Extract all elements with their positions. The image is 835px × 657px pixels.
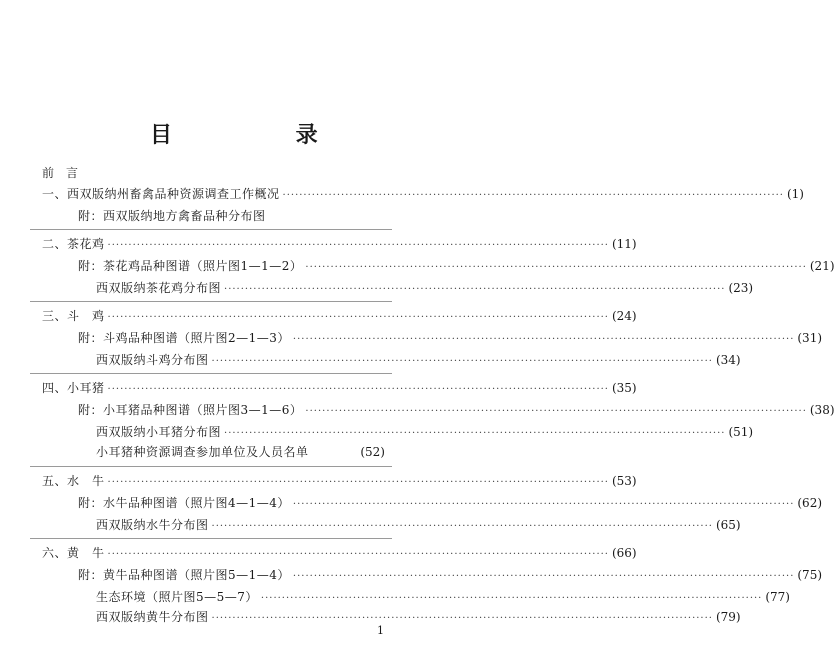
toc-entry-label: [96, 280, 221, 296]
toc-entry-label: [42, 236, 105, 252]
dot-leader: ························································································································: [292, 334, 795, 345]
toc-entry: [96, 424, 754, 440]
dot-leader: ························································································································: [211, 613, 713, 624]
toc-entry-label: [78, 330, 290, 346]
toc-entry-title: 小耳猪: [67, 381, 105, 395]
toc-entry-page: (52): [360, 445, 385, 459]
toc-entry-title: 小耳猪种资源调查参加单位及人员名单: [96, 445, 309, 459]
toc-entry-page: (35): [611, 381, 637, 395]
toc-entry-label: [42, 545, 105, 561]
toc-entry-page: (62): [797, 496, 823, 510]
toc-entry-label: [78, 208, 266, 224]
toc-entry-page: (66): [611, 546, 637, 560]
toc-entry-prefix: 六、: [42, 546, 68, 560]
dot-leader: ························································································································: [107, 549, 609, 560]
dot-leader: ························································································································: [107, 312, 609, 323]
toc-entry-title: 西双版纳水牛分布图: [96, 518, 209, 532]
toc-entry-title: 西双版纳州畜禽品种资源调查工作概况: [67, 187, 280, 201]
toc-entry-label: [96, 589, 258, 605]
preface-heading: 前言: [42, 166, 91, 180]
dot-leader: ························································································································: [305, 406, 807, 417]
toc-entry-label: [42, 308, 105, 324]
section-divider: [30, 538, 392, 539]
toc-entry-label: [78, 402, 302, 418]
dot-leader: ························································································································: [260, 593, 763, 604]
toc-entry: [96, 352, 741, 368]
toc-entry-title: 西双版纳地方禽畜品种分布图: [103, 209, 266, 223]
toc-entry-title: 西双版纳斗鸡分布图: [96, 353, 209, 367]
dot-leader: ························································································································: [107, 384, 609, 395]
toc-entry-page: (1): [786, 187, 804, 201]
toc-entry: [78, 208, 385, 224]
toc-entry-page: (11): [611, 237, 637, 251]
toc-entry-title: 茶花鸡: [67, 237, 105, 251]
toc-entry-title: 黄牛品种图谱（照片图5—1—4）: [103, 568, 290, 582]
dot-leader: ························································································································: [107, 477, 609, 488]
toc-entry: [42, 308, 637, 324]
toc-entry-prefix: 二、: [42, 237, 68, 251]
toc-entry-label: [42, 186, 280, 202]
dot-leader: ························································································································: [224, 284, 726, 295]
toc-entry-page: (21): [809, 259, 835, 273]
toc-entry-prefix: 附：: [78, 403, 104, 417]
toc-entry: [78, 330, 823, 346]
dot-leader: ························································································································: [292, 571, 795, 582]
toc-entry-title: 西双版纳黄牛分布图: [96, 610, 209, 624]
toc-entry-title: 西双版纳茶花鸡分布图: [96, 281, 222, 295]
toc-entry-page: (51): [728, 425, 754, 439]
toc-entry-prefix: 四、: [42, 381, 68, 395]
toc-entry-label: [78, 495, 290, 511]
toc-entry: [78, 402, 835, 418]
toc-entry-label: [42, 380, 105, 396]
toc-entry-prefix: 三、: [42, 309, 68, 323]
toc-entry-page: (24): [611, 309, 637, 323]
toc-entry-page: (79): [715, 610, 741, 624]
dot-leader: ························································································································: [211, 356, 713, 367]
toc-entry-page: (38): [809, 403, 835, 417]
toc-entry-label: [78, 258, 302, 274]
toc-entry-title: 生态环境（照片图5—5—7）: [96, 590, 258, 604]
section-divider: [30, 301, 392, 302]
toc-entry: [78, 567, 823, 583]
toc-entry-title: 小耳猪品种图谱（照片图3—1—6）: [103, 403, 303, 417]
toc-entry: [42, 236, 637, 252]
dot-leader: ························································································································: [211, 521, 713, 532]
toc-entry: [78, 495, 823, 511]
toc-entry-prefix: 附：: [78, 331, 104, 345]
toc-entry: [42, 186, 804, 202]
toc-entry-page: (75): [797, 568, 823, 582]
page-number: 1: [377, 624, 384, 637]
toc-entry-page: (77): [765, 590, 790, 604]
section-divider: [30, 229, 392, 230]
dot-leader: ························································································································: [107, 240, 609, 251]
toc-entry-title: 斗鸡品种图谱（照片图2—1—3）: [103, 331, 290, 345]
toc-entry-label: [96, 609, 209, 625]
toc-entry-label: [42, 473, 105, 489]
toc-entry-label: [96, 352, 209, 368]
section-divider: [30, 466, 392, 467]
toc-entry: [78, 258, 835, 274]
toc-entry-label: [78, 567, 290, 583]
toc-entry-label: [96, 424, 221, 440]
dot-leader: ························································································································: [282, 190, 784, 201]
toc-entry: [42, 380, 637, 396]
toc-entry-prefix: 附：: [78, 259, 104, 273]
toc-entry-prefix: 附：: [78, 209, 104, 223]
toc-entry-page: (53): [611, 474, 637, 488]
dot-leader: ························································································································: [305, 262, 807, 273]
dot-leader: ························································································································: [224, 428, 726, 439]
toc-entry-title: 黄 牛: [67, 546, 105, 560]
toc-entry-title: 西双版纳小耳猪分布图: [96, 425, 222, 439]
toc-entry: [96, 444, 385, 460]
section-divider: [30, 373, 392, 374]
toc-entry: [96, 589, 790, 605]
toc-entry-prefix: 附：: [78, 568, 104, 582]
toc-entry: [96, 280, 754, 296]
toc-entry-label: [96, 517, 209, 533]
toc-entry-title: 茶花鸡品种图谱（照片图1—1—2）: [103, 259, 303, 273]
toc-entry-page: (23): [728, 281, 754, 295]
dot-leader: ························································································································: [292, 499, 795, 510]
toc-entry-title: 水 牛: [67, 474, 105, 488]
toc-entry-prefix: 附：: [78, 496, 104, 510]
toc-entry: [96, 517, 741, 533]
toc-entry-page: (31): [797, 331, 823, 345]
toc-entry-title: 斗 鸡: [67, 309, 105, 323]
toc-entry: [96, 609, 741, 625]
toc-entry-label: [96, 444, 309, 460]
toc-entry-prefix: 一、: [42, 187, 68, 201]
toc-entry: [42, 473, 637, 489]
toc-entry-prefix: 五、: [42, 474, 68, 488]
toc-entry-title: 水牛品种图谱（照片图4—1—4）: [103, 496, 290, 510]
toc-entry-page: (65): [715, 518, 741, 532]
toc-entry: [42, 545, 637, 561]
toc-entry-page: (34): [715, 353, 741, 367]
page-title: 目 录: [150, 122, 376, 148]
